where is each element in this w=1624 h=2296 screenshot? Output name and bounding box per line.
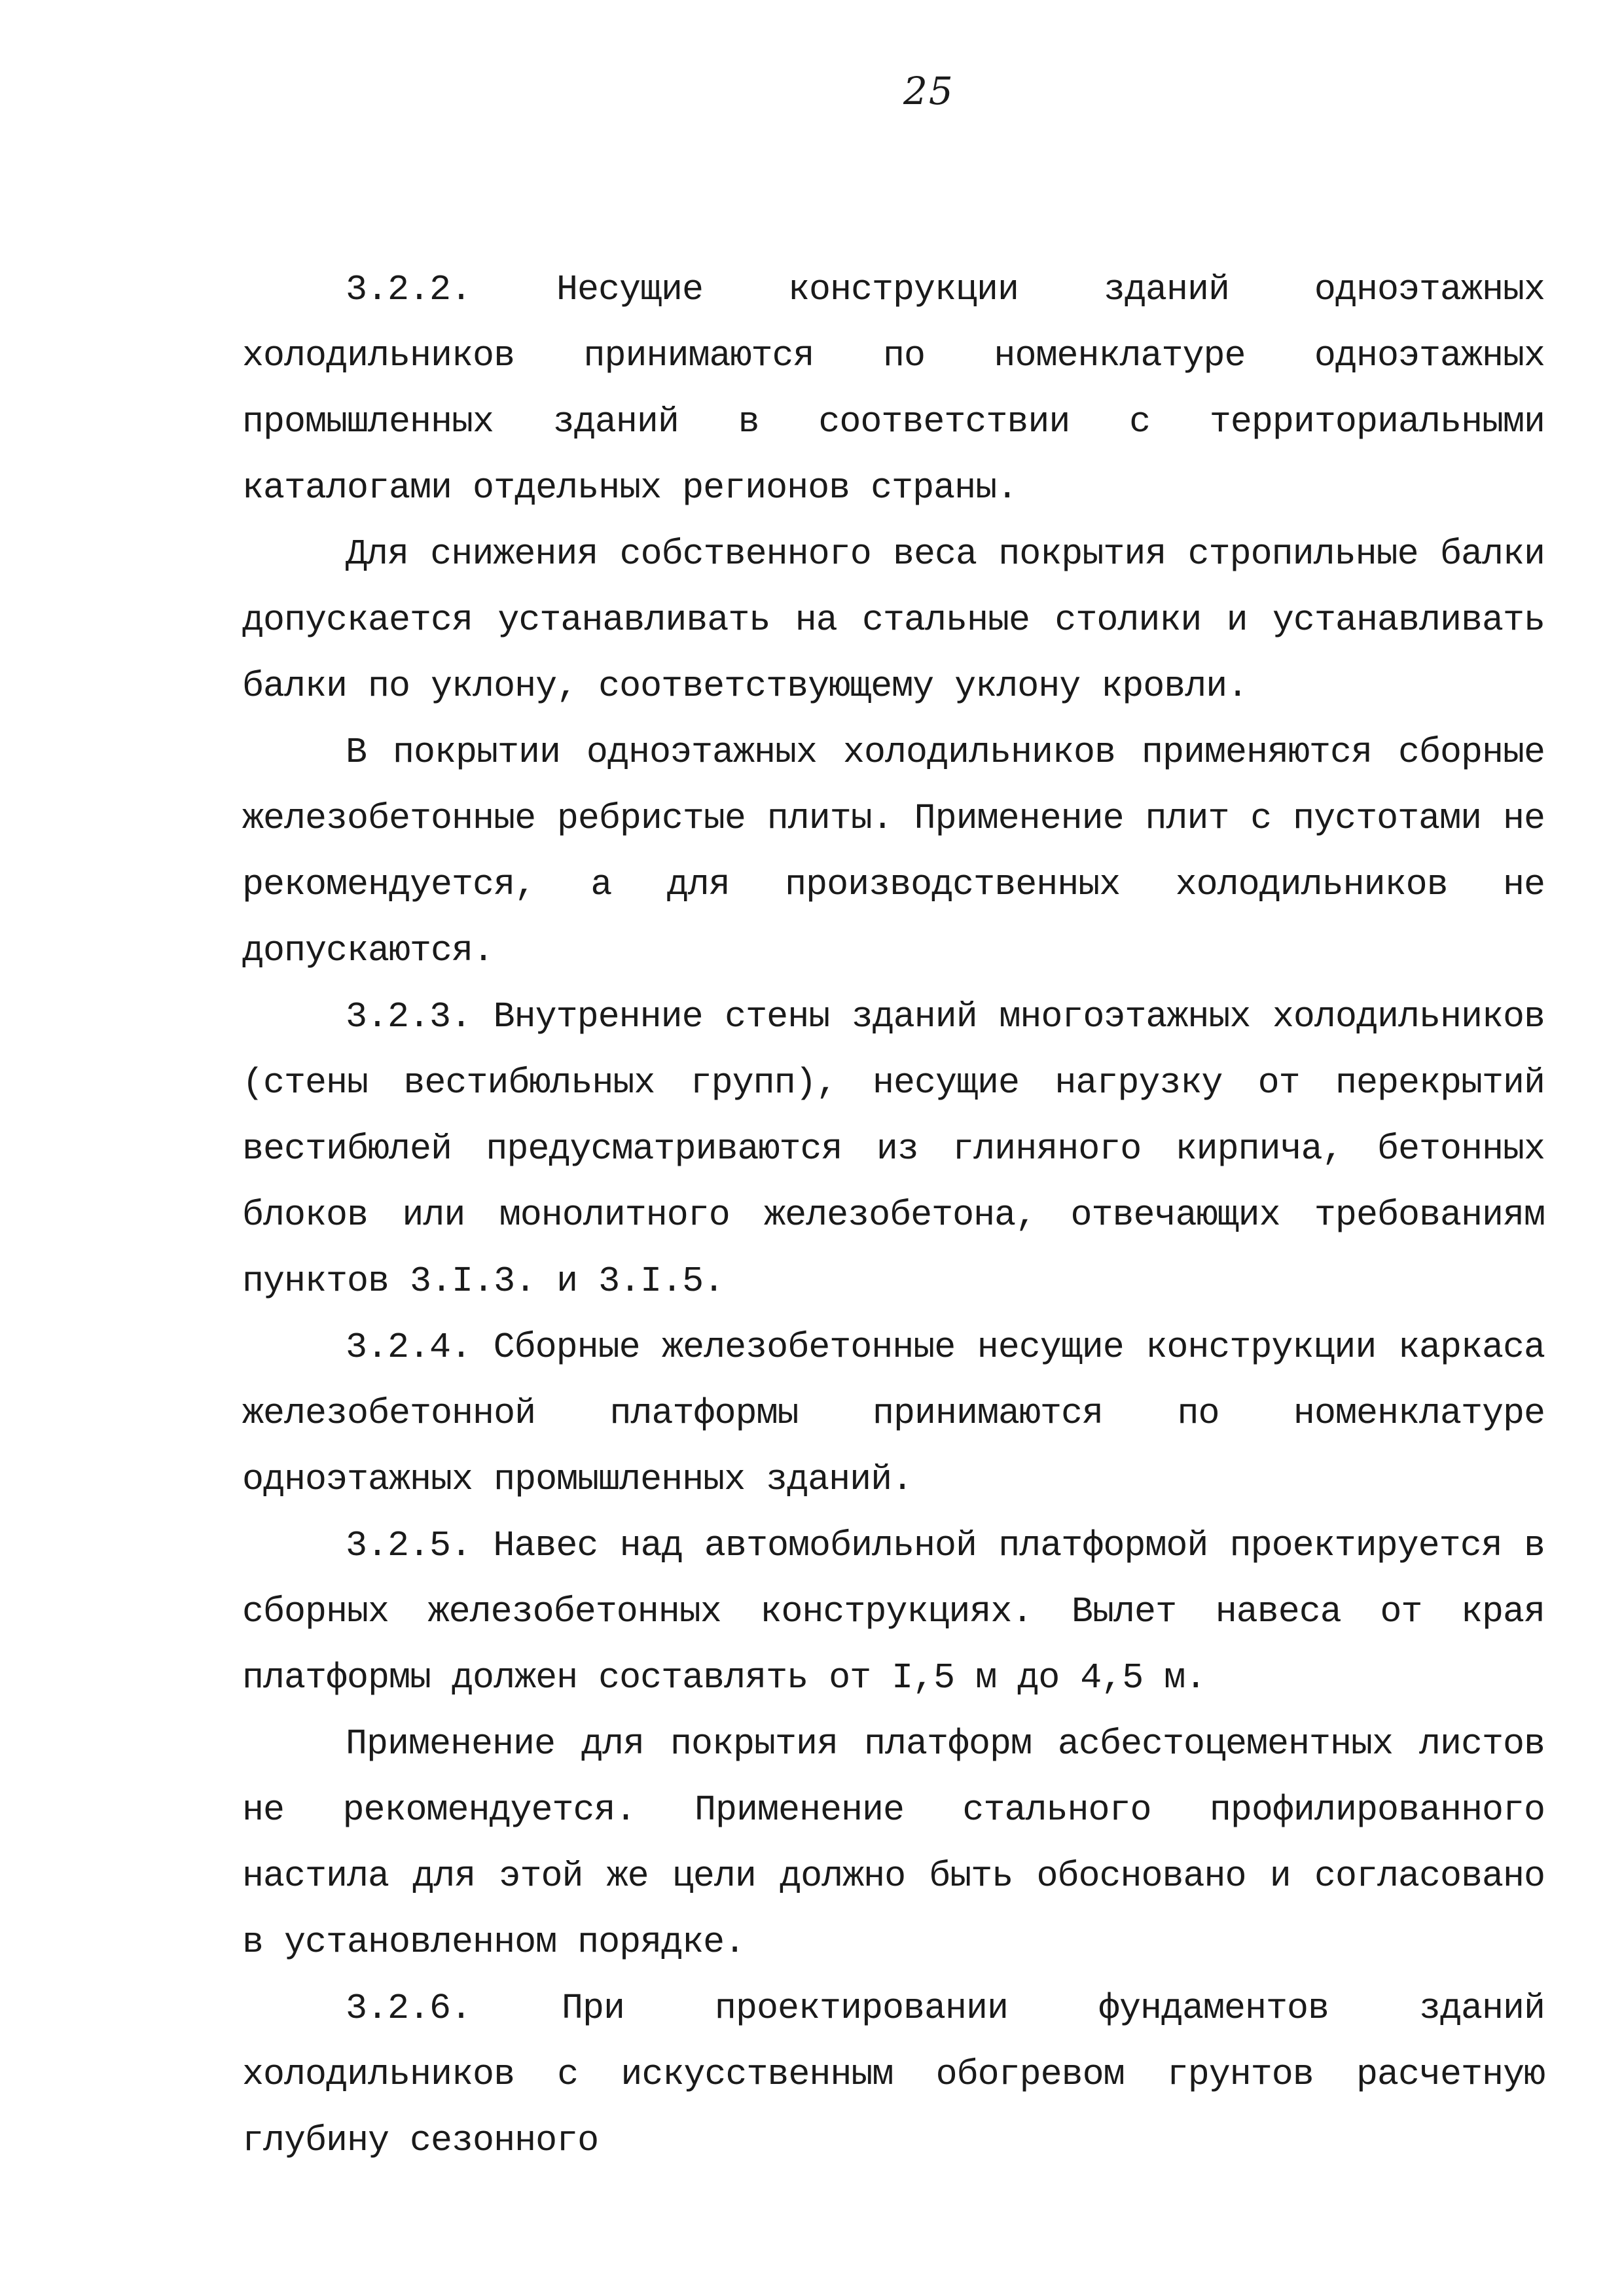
paragraph-3-2-5: 3.2.5. Навес над автомобильной платформой проектируется в сборных железобетонных конструкциях. Вылет навеса от края платформы должен составлять от I,5 м до 4,5 м. [242,1525,1545,1698]
page-number: 25 [903,69,954,113]
paragraph-3-2-6: 3.2.6. При проектировании фундаментов зданий холодильников с искусственным обогревом грунтов расчетную глубину сезонного [242,1988,1545,2161]
paragraph-3-2-4: 3.2.4. Сборные железобетонные несущие конструкции каркаса железобетонной платформы принимаются по номенклатуре одноэтажных промышленных зданий. [242,1327,1545,1500]
paragraph-roof-slabs: В покрытии одноэтажных холодильников применяются сборные железобетонные ребристые плиты. Применение плит с пустотами не рекомендуется, а для производственных холодильников не допускаются. [242,732,1545,971]
paragraph-3-2-3: 3.2.3. Внутренние стены зданий многоэтажных холодильников (стены вестибюльных групп), несущие нагрузку от перекрытий вестибюлей предусматриваются из глиняного кирпича, бетонных блоков или монолитного железобетона, отвечающих требованиям пунктов 3.I.3. и 3.I.5. [242,996,1545,1302]
paragraph-3-2-2: 3.2.2. Несущие конструкции зданий одноэтажных холодильников принимаются по номенклатуре одноэтажных промышленных зданий в соответствии с территориальными каталогами отдельных регионов страны. [242,269,1545,509]
document-body [242,257,1545,2174]
paragraph-platform-roofing: Применение для покрытия платформ асбестоцементных листов не рекомендуется. Применение стального профилированного настила для этой же цели должно быть обосновано и согласовано в установленном порядке. [242,1723,1545,1963]
paragraph-roof-beams: Для снижения собственного веса покрытия стропильные балки допускается устанавливать на стальные столики и устанавливать балки по уклону, соответствующему уклону кровли. [242,533,1545,707]
